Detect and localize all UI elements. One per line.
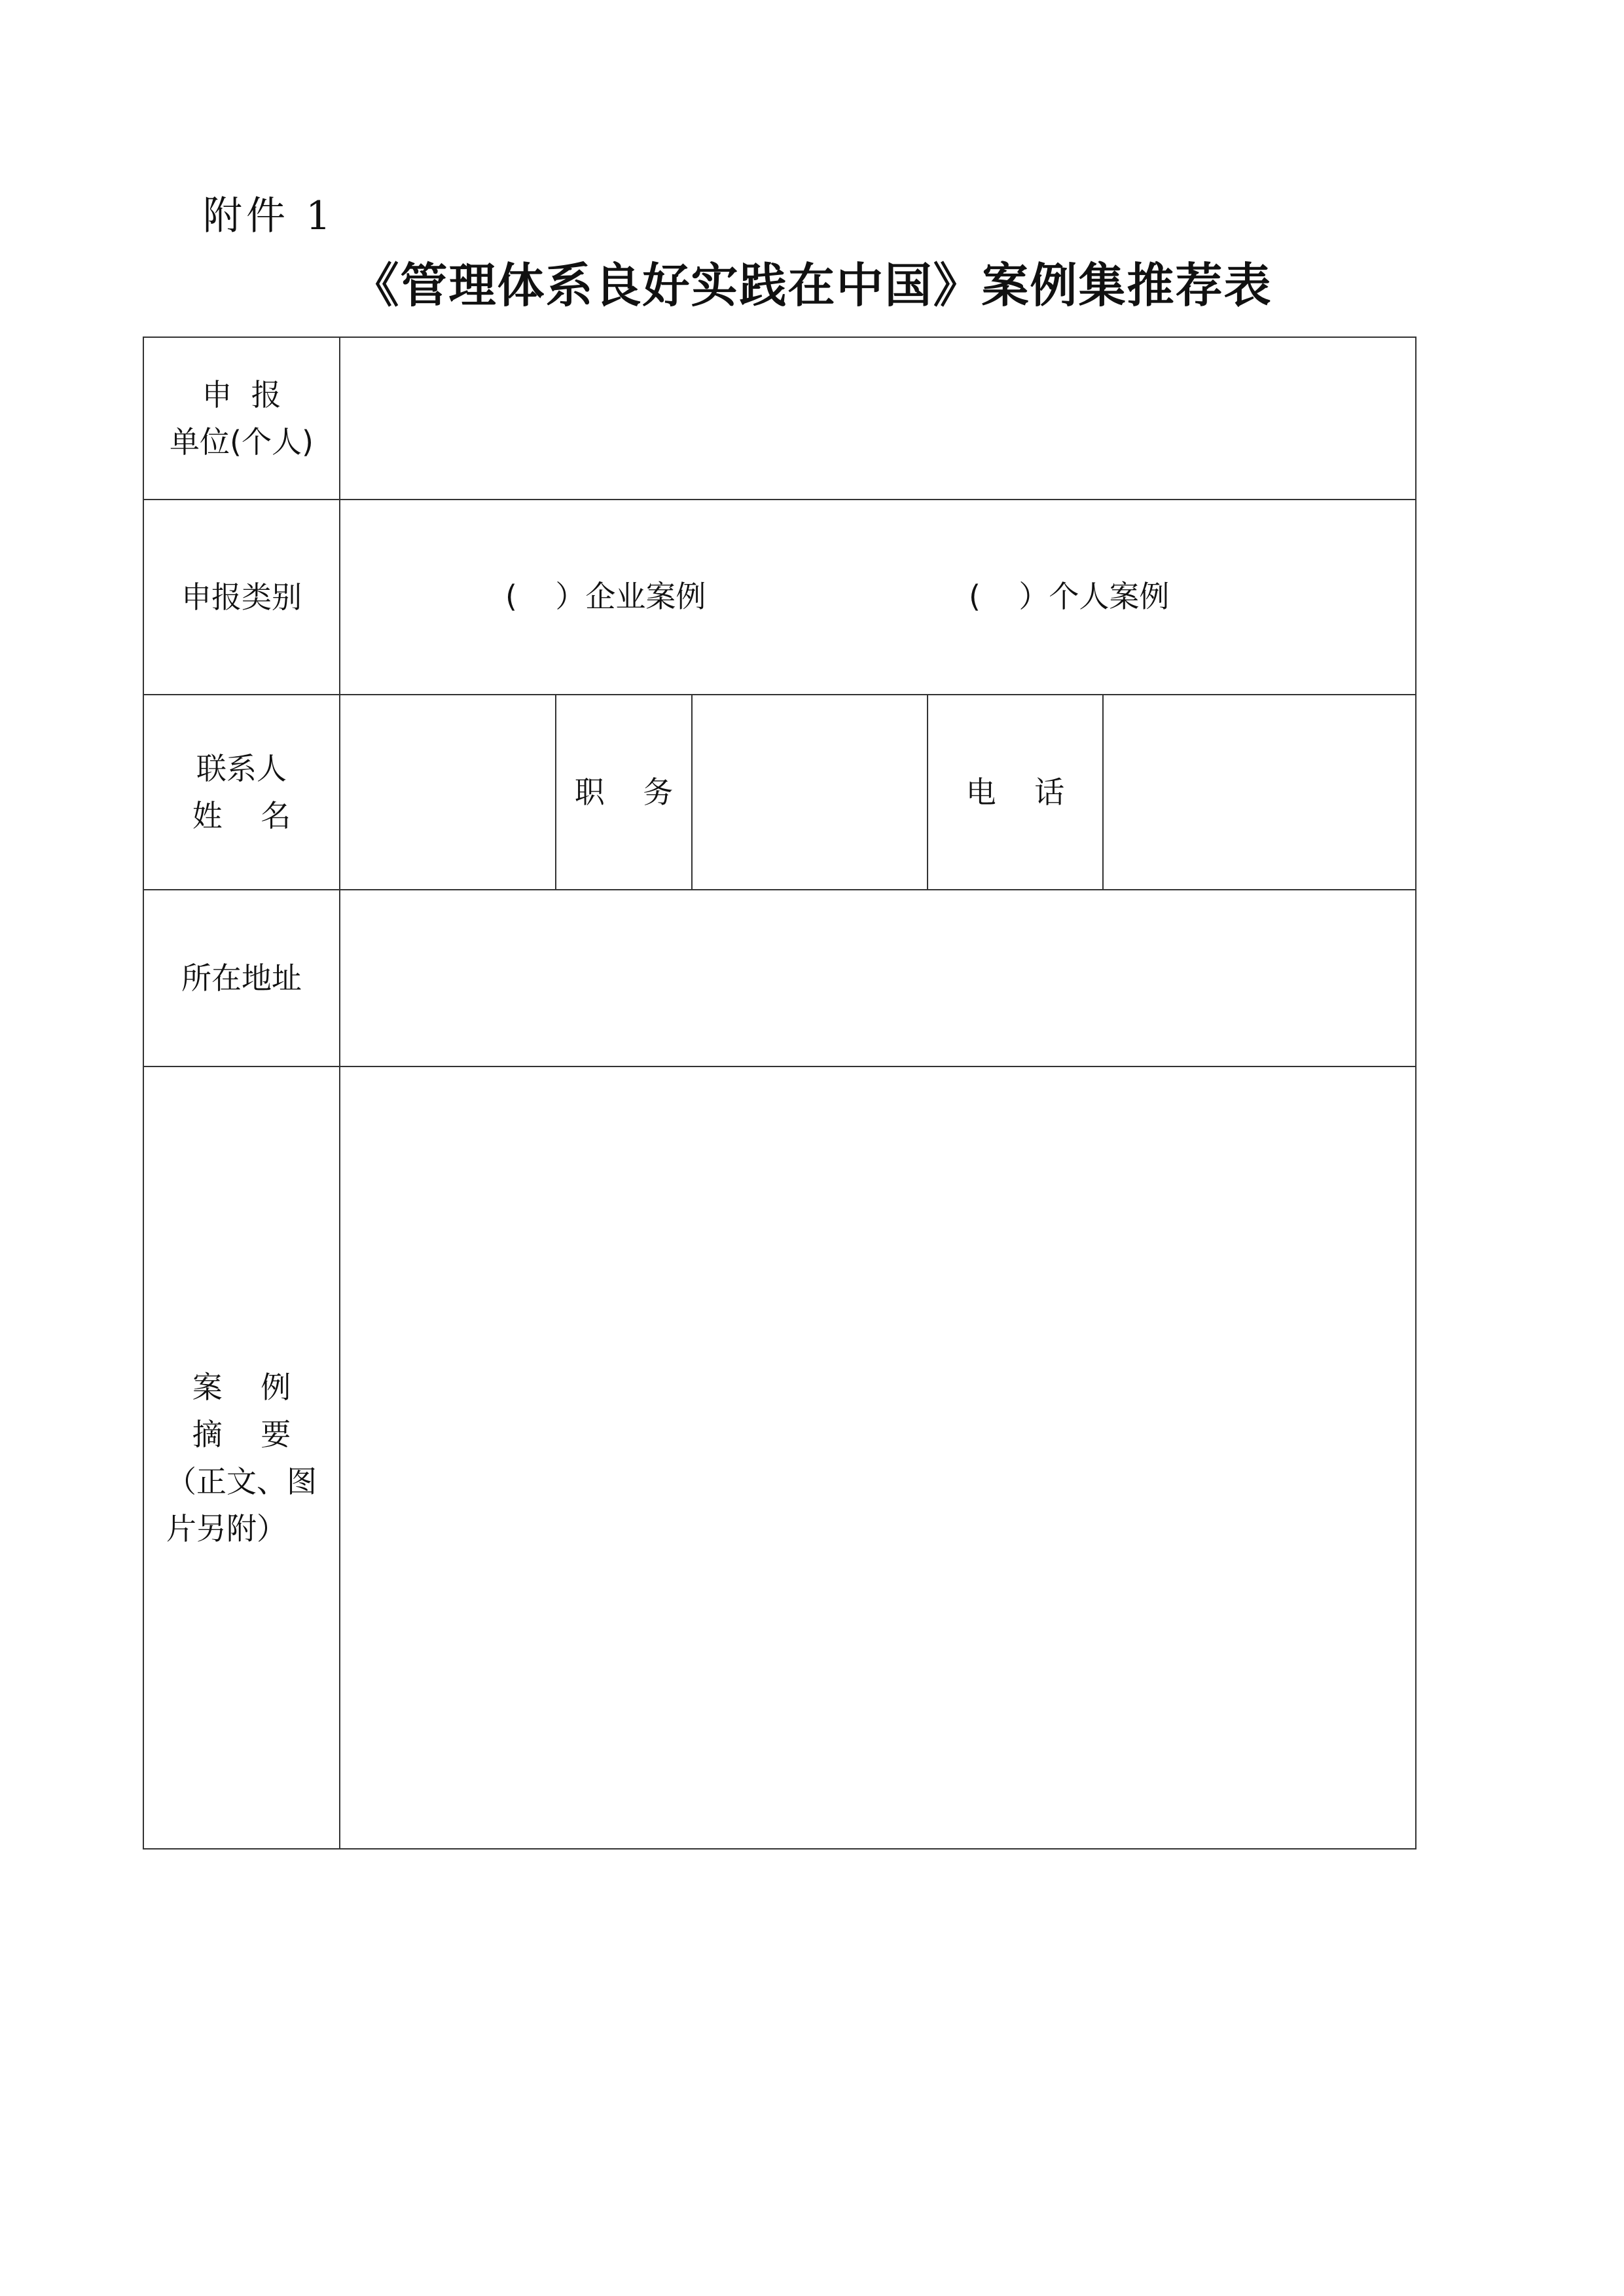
summary-label-line3: （正文、图	[166, 1463, 317, 1499]
summary-label-line4: 片另附）	[166, 1510, 287, 1546]
summary-label-line2: 摘 要	[192, 1416, 291, 1452]
applicant-label	[144, 338, 339, 499]
summary-input[interactable]	[340, 1067, 1415, 1848]
address-label-text: 所在地址	[181, 960, 302, 996]
address-label	[144, 890, 339, 1066]
position-input[interactable]	[693, 695, 927, 889]
summary-label-line1: 案 例	[192, 1369, 291, 1405]
applicant-label-line1: 申 报	[202, 377, 281, 412]
category-label	[144, 500, 339, 694]
summary-label	[144, 1067, 339, 1848]
phone-input[interactable]	[1104, 695, 1415, 889]
contact-name-label	[144, 695, 339, 889]
position-label	[556, 695, 691, 889]
category-option-enterprise[interactable]: ( ）企业案例	[505, 579, 706, 614]
address-input[interactable]	[340, 890, 1415, 1066]
category-label-text: 申报类别	[181, 579, 302, 615]
attachment-label: 附件 1	[203, 193, 335, 239]
applicant-label-line2: 单位(个人)	[170, 424, 314, 460]
recommendation-form-table	[143, 337, 1416, 1850]
position-label-text: 职 务	[574, 774, 674, 810]
form-title: 《管理体系良好实践在中国》案例集推荐表	[352, 257, 1272, 313]
contact-label-line2: 姓 名	[192, 798, 291, 833]
phone-label-text: 电 话	[965, 774, 1065, 810]
phone-label	[928, 695, 1102, 889]
applicant-input[interactable]	[340, 338, 1415, 499]
contact-name-input[interactable]	[340, 695, 555, 889]
contact-label-line1: 联系人	[196, 751, 287, 786]
category-option-individual[interactable]: ( ）个人案例	[969, 579, 1170, 614]
